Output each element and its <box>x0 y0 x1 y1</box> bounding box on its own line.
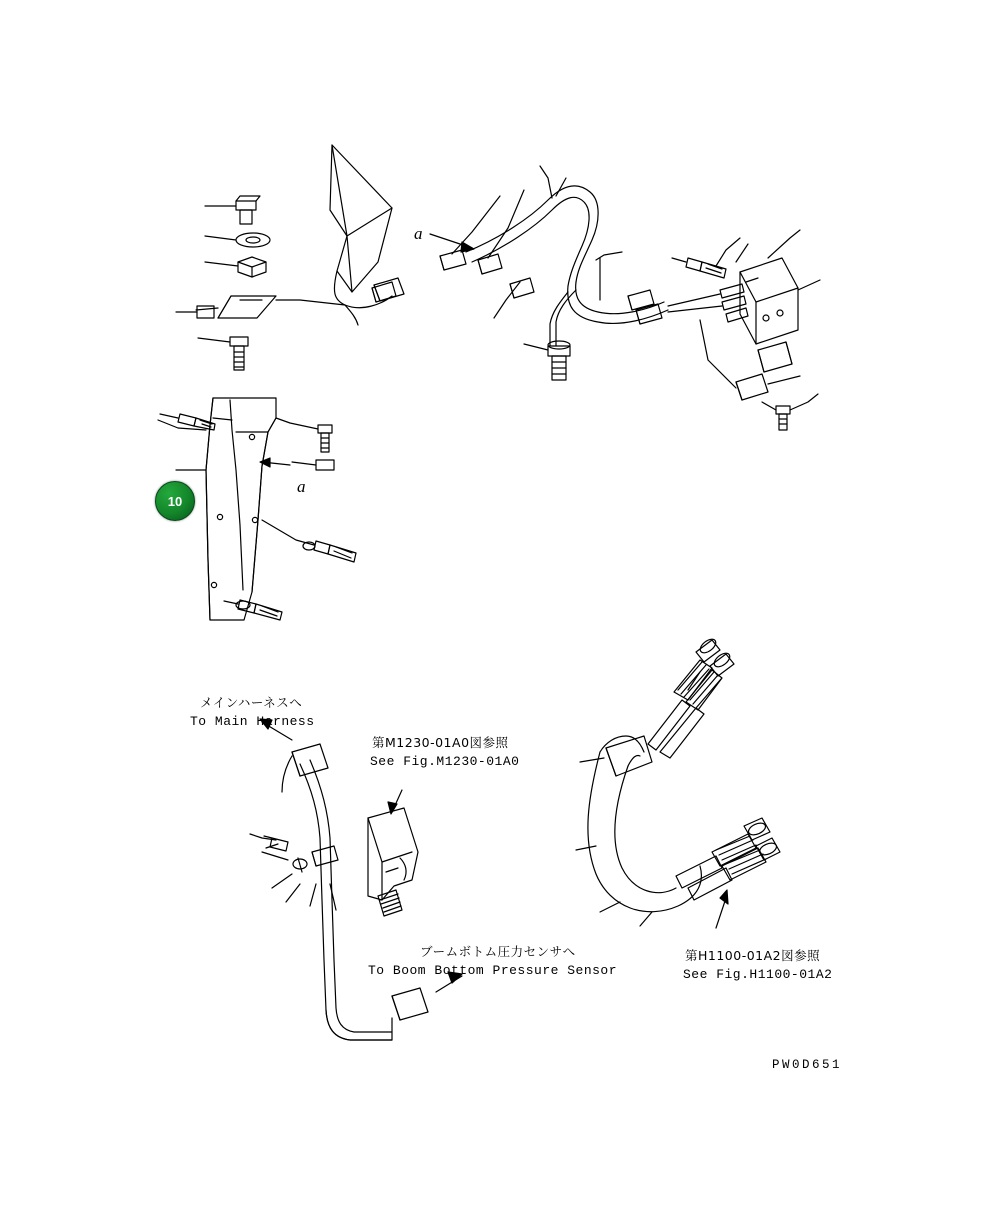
annotation-see-fig-h1100-jp: 第H1100-01A2図参照 <box>685 948 821 963</box>
annotation-to-main-harness-jp: メインハーネスへ <box>200 695 303 710</box>
annotation-see-fig-m1230-jp: 第M1230-01A0図参照 <box>372 735 509 750</box>
part-callout-10-label: 10 <box>167 493 183 509</box>
annotation-see-fig-m1230-en: See Fig.M1230-01A0 <box>370 754 520 769</box>
annotation-see-fig-h1100 <box>683 946 833 982</box>
drawing-number: PW0D651 <box>772 1058 843 1072</box>
annotation-to-boom-bottom-pressure-sensor <box>368 942 618 978</box>
annotation-see-fig-h1100-en: See Fig.H1100-01A2 <box>683 967 833 982</box>
section-mark-a-bottom: a <box>297 477 306 496</box>
annotation-to-main-harness-en: To Main Harness <box>190 714 315 729</box>
annotation-to-boom-bottom-pressure-sensor-en: To Boom Bottom Pressure Sensor <box>368 963 618 978</box>
annotation-see-fig-m1230 <box>370 733 520 769</box>
annotation-to-boom-bottom-pressure-sensor-jp: ブームボトム圧力センサへ <box>420 944 576 959</box>
section-mark-a-top: a <box>414 224 423 243</box>
annotation-to-main-harness <box>190 693 315 729</box>
part-callout-10[interactable] <box>155 481 195 521</box>
